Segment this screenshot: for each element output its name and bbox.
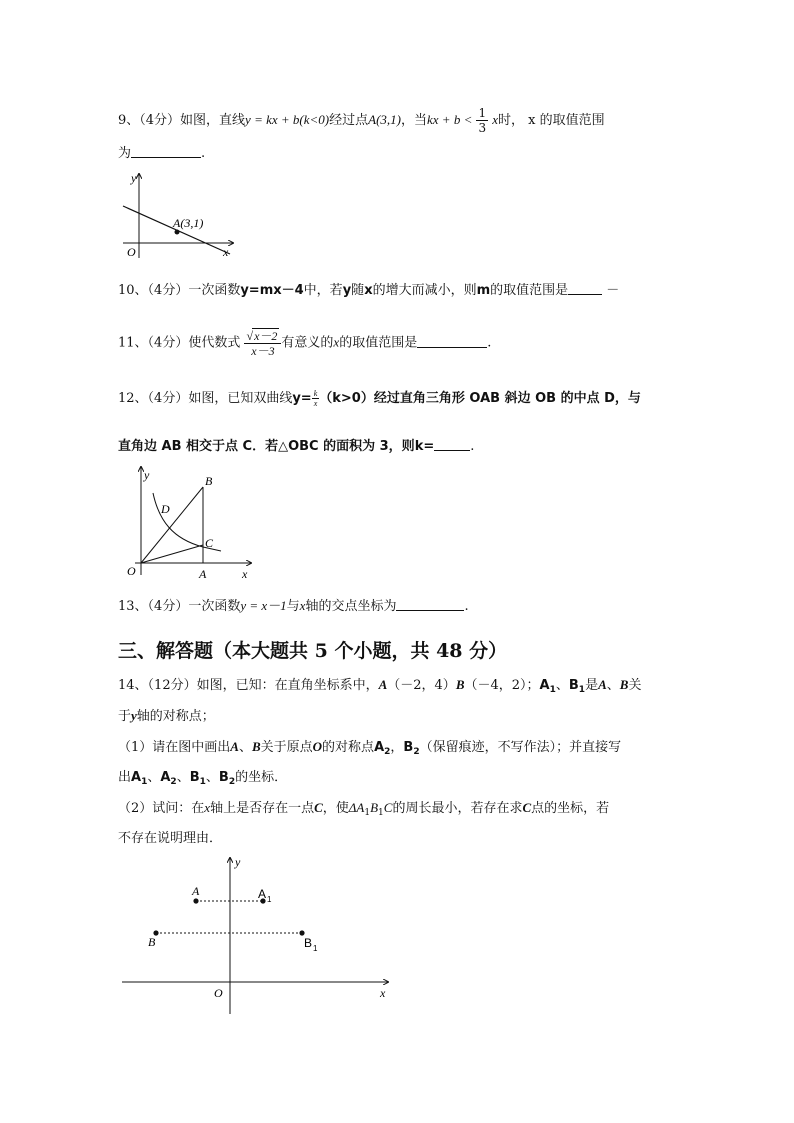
q14-point-b1 bbox=[299, 930, 304, 935]
q14-p1e-b1: B bbox=[189, 770, 200, 785]
q12-line2 bbox=[118, 438, 474, 456]
q12-line1 bbox=[118, 389, 641, 408]
q11-mid: 有意义的 bbox=[281, 335, 334, 351]
q9-y-label: y bbox=[131, 171, 137, 185]
q12-y-label: y bbox=[144, 468, 150, 482]
q14-p1-o: O bbox=[312, 739, 323, 754]
q14-sep: 、 bbox=[555, 678, 569, 693]
q10-line bbox=[118, 282, 619, 300]
q9-line2-text: 为 bbox=[118, 146, 132, 161]
q14-line1 bbox=[118, 676, 641, 699]
q10-tail: 的取值范围是 bbox=[490, 283, 569, 298]
q9-comma: ，当 bbox=[400, 113, 427, 128]
q14-p2b: 轴上是否存在一点 bbox=[210, 801, 315, 816]
q14-p1f: 的坐标． bbox=[235, 770, 288, 785]
q12-x-label: x bbox=[242, 567, 248, 581]
q9-ineq-left: kx + b < bbox=[427, 112, 473, 127]
q14-p1-a2: A bbox=[374, 740, 385, 755]
q14-p2-x: x bbox=[204, 800, 211, 815]
q14-b-coord: （－4，2）； bbox=[464, 678, 540, 693]
q12-label-d: D bbox=[161, 502, 170, 516]
q10-m: m bbox=[476, 283, 491, 298]
q14-line2a: 于 bbox=[118, 709, 132, 724]
q9-answer-blank[interactable] bbox=[131, 145, 201, 158]
q12-frac-num: k bbox=[313, 389, 318, 398]
q11-x: x bbox=[333, 334, 340, 350]
q12-prefix: 12、（4分）如图，已知双曲线 bbox=[118, 391, 293, 406]
q9-ineq-right: x bbox=[492, 112, 499, 127]
q14-p1-a: A bbox=[230, 739, 239, 754]
q12-graph bbox=[117, 463, 257, 583]
q14-p1e-b1-sub: 1 bbox=[199, 777, 206, 787]
q9-tail: 时， x 的取值范围 bbox=[498, 113, 605, 128]
q14-label-a1: A bbox=[258, 887, 267, 901]
q14-label-a: A bbox=[192, 884, 200, 898]
q10-y: y bbox=[342, 283, 352, 298]
section-3-heading: 三、解答题（本大题共 5 个小题，共 48 分） bbox=[118, 640, 508, 662]
q14-b1: B bbox=[568, 678, 579, 693]
q14-p2-s2: 1 bbox=[378, 808, 384, 818]
q10-mid3: 的增大而减小，则 bbox=[372, 283, 477, 298]
q14-p1-b2-sub: 2 bbox=[413, 747, 420, 757]
q14-p1-b2: B bbox=[403, 740, 414, 755]
q14-part1-line2: 出$A_1$、$A_2$、$B_1$、$B_2$的坐标． bbox=[118, 770, 288, 787]
q14-p1e-b2: B bbox=[218, 770, 229, 785]
q14-y-label: y bbox=[235, 855, 241, 869]
q14-p2-b: B bbox=[370, 800, 379, 815]
q14-p2f: 不存在说明理由． bbox=[118, 831, 223, 846]
q11-answer-blank[interactable] bbox=[417, 335, 487, 348]
q14-sep2: 、 bbox=[606, 678, 620, 693]
q14-graph bbox=[118, 852, 398, 1022]
q14-p1-a2-sub: 2 bbox=[384, 747, 391, 757]
q14-p1e-b2-sub: 2 bbox=[228, 777, 236, 787]
q9-x-label: x bbox=[223, 245, 229, 259]
q14-a-coord: （－2，4） bbox=[387, 678, 456, 693]
q14-b-again: B bbox=[619, 677, 629, 692]
q12-frac-den: x bbox=[313, 399, 318, 408]
q9-prefix: 9、（4分）如图，直线 bbox=[118, 113, 246, 128]
q14-p1-sep: 、 bbox=[238, 740, 252, 755]
q9-point-a: A(3,1) bbox=[368, 112, 401, 127]
q10-mid2: 随 bbox=[351, 283, 365, 298]
q14-b: B bbox=[455, 677, 465, 692]
q14-p2c: ，使 bbox=[322, 801, 349, 816]
q14-label-b1-sub: 1 bbox=[313, 944, 318, 953]
q10-equation: y=mx－4 bbox=[240, 283, 304, 298]
q13-prefix: 13、（4分）一次函数 bbox=[118, 599, 241, 614]
q14-p1e-a1-sub: 1 bbox=[141, 777, 148, 787]
q11-prefix: 11、（4分）使代数式 bbox=[118, 335, 241, 351]
q9-point-a-dot bbox=[175, 230, 180, 235]
q13-equation: y = x－1 bbox=[240, 598, 287, 613]
q13-line bbox=[118, 597, 469, 616]
q11-tail: 的取值范围是 bbox=[339, 335, 418, 351]
q12-end: . bbox=[470, 439, 475, 454]
q14-p1d: （保留痕迹，不写作法）；并直接写 bbox=[419, 740, 622, 755]
q13-answer-blank[interactable] bbox=[396, 598, 464, 611]
q14-p2e: 点的坐标，若 bbox=[531, 801, 610, 816]
q14-p1e-a2-sub: 2 bbox=[170, 777, 177, 787]
q9-line1 bbox=[118, 106, 605, 135]
q9-point-label: A(3,1) bbox=[173, 216, 204, 230]
q10-prefix: 10、（4分）一次函数 bbox=[118, 283, 241, 298]
q14-p1c: 的对称点 bbox=[322, 740, 375, 755]
q12-eq-y: y= bbox=[292, 391, 312, 406]
q14-p1b: 关于原点 bbox=[260, 740, 313, 755]
q12-segment-ob bbox=[141, 487, 203, 563]
q12-answer-blank[interactable] bbox=[434, 438, 470, 451]
q14-guan: 关 bbox=[628, 678, 642, 693]
q14-p1e: 出 bbox=[118, 770, 132, 785]
q9-line2 bbox=[118, 145, 205, 163]
q10-mid: 中，若 bbox=[303, 283, 343, 298]
q12-k: k= bbox=[414, 439, 435, 454]
q10-x: x bbox=[364, 283, 373, 298]
q11-end: . bbox=[487, 335, 492, 351]
q11-fraction bbox=[244, 328, 281, 358]
q14-p2-c3: C bbox=[522, 800, 532, 815]
q12-segment-oc bbox=[141, 545, 203, 563]
q9-end: . bbox=[201, 146, 206, 161]
q14-label-b: B bbox=[148, 935, 156, 949]
q10-end: － bbox=[606, 283, 620, 298]
q12-origin-label: O bbox=[127, 564, 136, 578]
q14-is: 是 bbox=[585, 678, 599, 693]
q14-p2a: （2）试问：在 bbox=[118, 801, 205, 816]
q14-p2-tri: ΔA bbox=[348, 800, 365, 815]
q14-label-a1-sub: 1 bbox=[267, 895, 272, 904]
q9-graph bbox=[115, 168, 245, 263]
q14-p2-c2: C bbox=[383, 800, 393, 815]
q14-line2b: 轴的对称点； bbox=[136, 709, 215, 724]
q14-p2d: 的周长最小，若存在求 bbox=[392, 801, 523, 816]
q14-line2 bbox=[118, 707, 215, 726]
q14-label-b1: B bbox=[304, 936, 313, 950]
q10-answer-blank[interactable] bbox=[568, 282, 602, 295]
q9-origin-label: O bbox=[127, 245, 136, 259]
q13-x: x bbox=[299, 598, 306, 613]
q13-mid: 与 bbox=[286, 599, 300, 614]
q14-line2-y: y bbox=[131, 708, 137, 723]
q14-p2-s1: 1 bbox=[364, 808, 371, 818]
q14-b1-sub: 1 bbox=[578, 685, 586, 695]
q14-part1-line1 bbox=[118, 738, 621, 761]
q12-line2-text: 直角边 AB 相交于点 C．若△OBC 的面积为 3，则 bbox=[118, 439, 415, 454]
q13-end: . bbox=[464, 599, 469, 614]
q14-a: A bbox=[378, 677, 388, 692]
q9-frac-den: 3 bbox=[478, 121, 487, 135]
q14-intro: 14、（12分）如图，已知：在直角坐标系中， bbox=[118, 678, 379, 693]
q14-p1e-a1: A bbox=[131, 770, 142, 785]
q14-p1a: （1）请在图中画出 bbox=[118, 740, 231, 755]
q9-mid: 经过点 bbox=[329, 113, 369, 128]
q14-a1: A bbox=[539, 678, 550, 693]
q9-fraction bbox=[476, 106, 488, 135]
q14-p1-comma: ， bbox=[390, 740, 404, 755]
q11-numerator: √x－2 bbox=[244, 328, 281, 344]
q12-label-a: A bbox=[199, 567, 207, 581]
q12-label-b: B bbox=[205, 474, 213, 488]
q9-equation: y = kx + b(k<0) bbox=[245, 112, 330, 127]
q14-p1e-a2: A bbox=[160, 770, 171, 785]
q9-frac-num: 1 bbox=[478, 106, 487, 120]
q13-tail: 轴的交点坐标为 bbox=[305, 599, 397, 614]
q14-part2-line2 bbox=[118, 830, 222, 848]
q14-point-a bbox=[193, 898, 198, 903]
q11-radicand: x－2 bbox=[254, 329, 278, 343]
q14-p2-c: C bbox=[314, 800, 323, 815]
q12-condition: （k>0）经过直角三角形 OAB 斜边 OB 的中点 D，与 bbox=[319, 391, 641, 406]
q14-a-again: A bbox=[598, 677, 607, 692]
q14-part2-line1 bbox=[118, 799, 609, 822]
q14-x-label: x bbox=[380, 986, 386, 1000]
q11-denominator: x－3 bbox=[251, 344, 275, 358]
q11-line bbox=[118, 328, 491, 358]
q14-a1-sub: 1 bbox=[549, 685, 556, 695]
q14-origin-label: O bbox=[214, 986, 223, 1000]
q12-label-c: C bbox=[205, 536, 214, 550]
q14-p1-b: B bbox=[251, 739, 261, 754]
